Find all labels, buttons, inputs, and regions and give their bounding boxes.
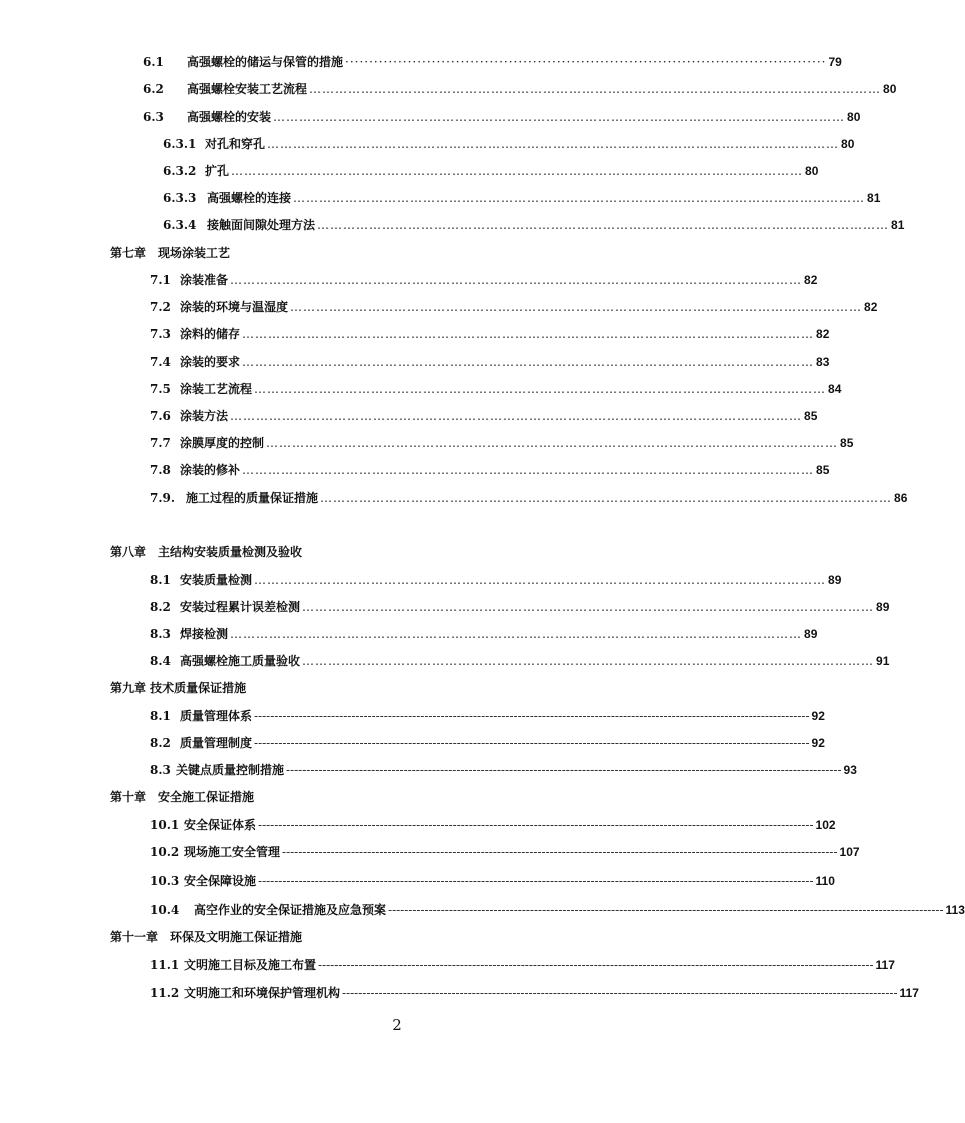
toc-page: 80 <box>883 82 897 96</box>
toc-leader: …………………………………………………………………………………………………………………… <box>302 654 875 668</box>
toc-number: 7.8 <box>150 463 171 477</box>
toc-page: 80 <box>847 110 861 124</box>
toc-entry-7-3[interactable] <box>150 326 830 342</box>
toc-title: 涂膜厚度的控制 <box>180 436 265 450</box>
toc-entry-8-1[interactable] <box>150 572 842 588</box>
toc-entry-6-2[interactable] <box>143 81 897 97</box>
toc-chapter-10[interactable]: 第十章 安全施工保证措施 <box>110 790 255 804</box>
toc-title: 扩孔 <box>205 164 230 178</box>
toc-leader: ----------------------------------------------------------------------------------------------------------------------------------------- <box>388 903 944 917</box>
toc-page: 102 <box>815 818 836 832</box>
toc-number: 6.3.4 <box>163 218 197 232</box>
toc-number: 8.3 <box>150 763 171 777</box>
toc-page: 92 <box>811 709 825 723</box>
toc-leader: …………………………………………………………………………………………………………………… <box>267 137 840 151</box>
toc-entry-7-1[interactable] <box>150 272 818 288</box>
toc-leader: …………………………………………………………………………………………………………………… <box>230 273 803 287</box>
toc-entry-10-2[interactable] <box>150 844 860 860</box>
toc-leader: ----------------------------------------------------------------------------------------------------------------------------------------- <box>258 818 814 832</box>
toc-number: 10.4 <box>150 903 180 917</box>
toc-page: 81 <box>867 191 881 205</box>
toc-page: 89 <box>828 573 842 587</box>
toc-page: 107 <box>839 845 860 859</box>
toc-title: 涂装的环境与温湿度 <box>180 300 289 314</box>
toc-entry-9-2[interactable] <box>150 735 825 751</box>
toc-page: 113 <box>945 903 965 917</box>
toc-number: 6.2 <box>143 82 164 96</box>
toc-page: 82 <box>804 273 818 287</box>
toc-title: 安装质量检测 <box>180 573 253 587</box>
toc-number: 6.1 <box>143 55 164 69</box>
toc-number: 6.3 <box>143 110 164 124</box>
toc-title: 现场施工安全管理 <box>184 845 281 859</box>
toc-chapter-7[interactable]: 第七章 现场涂装工艺 <box>110 246 231 260</box>
toc-title: 涂装方法 <box>180 409 229 423</box>
toc-entry-7-9[interactable] <box>150 490 908 506</box>
toc-entry-7-8[interactable] <box>150 462 830 478</box>
toc-page: 80 <box>841 137 855 151</box>
toc-leader: …………………………………………………………………………………………………………………… <box>230 627 803 641</box>
toc-chapter-9[interactable]: 第九章 技术质量保证措施 <box>110 681 247 695</box>
toc-entry-10-1[interactable] <box>150 817 836 833</box>
toc-number: 8.1 <box>150 709 171 723</box>
toc-page: 80 <box>805 164 819 178</box>
toc-entry-8-4[interactable] <box>150 653 890 669</box>
toc-leader: …………………………………………………………………………………………………………………… <box>230 409 803 423</box>
toc-entry-8-2[interactable] <box>150 599 890 615</box>
toc-page: 117 <box>899 986 919 1000</box>
toc-page: 86 <box>894 491 908 505</box>
toc-number: 11.2 <box>150 986 180 1000</box>
toc-leader: …………………………………………………………………………………………………………………… <box>254 573 827 587</box>
toc-number: 8.1 <box>150 573 171 587</box>
toc-number: 10.2 <box>150 845 180 859</box>
toc-title: 涂装准备 <box>180 273 229 287</box>
toc-number: 7.6 <box>150 409 171 423</box>
toc-number: 8.2 <box>150 736 171 750</box>
toc-leader: ----------------------------------------------------------------------------------------------------------------------------------------- <box>254 736 810 750</box>
toc-title: 安全保障设施 <box>184 874 257 888</box>
toc-page: 85 <box>840 436 854 450</box>
toc-page: 82 <box>816 327 830 341</box>
toc-title: 涂装的要求 <box>180 355 241 369</box>
toc-number: 8.3 <box>150 627 171 641</box>
toc-title: 接触面间隙处理方法 <box>207 218 316 232</box>
toc-leader: …………………………………………………………………………………………………………………… <box>242 355 815 369</box>
toc-title: 高强螺栓的安装 <box>187 110 272 124</box>
toc-title: 高空作业的安全保证措施及应急预案 <box>194 903 387 917</box>
toc-page: 92 <box>811 736 825 750</box>
toc-leader: …………………………………………………………………………………………………………………… <box>254 382 827 396</box>
toc-title: 质量管理体系 <box>180 709 253 723</box>
toc-leader: ···································································································· <box>345 55 827 69</box>
toc-title: 文明施工和环境保护管理机构 <box>184 986 341 1000</box>
toc-entry-11-1[interactable] <box>150 957 895 973</box>
toc-entry-6-3-4[interactable] <box>163 217 905 233</box>
toc-page: 85 <box>816 463 830 477</box>
toc-leader: ----------------------------------------------------------------------------------------------------------------------------------------- <box>286 763 842 777</box>
toc-page: 81 <box>891 218 905 232</box>
toc-page: 79 <box>828 55 842 69</box>
toc-title: 关键点质量控制措施 <box>176 763 285 777</box>
toc-page: 117 <box>875 958 895 972</box>
toc-entry-6-3-1[interactable] <box>163 136 855 152</box>
toc-number: 11.1 <box>150 958 180 972</box>
toc-title: 焊接检测 <box>180 627 229 641</box>
toc-entry-8-3[interactable] <box>150 626 818 642</box>
toc-entry-11-2[interactable] <box>150 985 919 1001</box>
toc-page: 89 <box>804 627 818 641</box>
toc-leader: ----------------------------------------------------------------------------------------------------------------------------------------- <box>342 986 898 1000</box>
toc-page: 84 <box>828 382 842 396</box>
toc-leader: ----------------------------------------------------------------------------------------------------------------------------------------- <box>258 874 814 888</box>
toc-title: 文明施工目标及施工布置 <box>184 958 317 972</box>
toc-title: 质量管理制度 <box>180 736 253 750</box>
toc-number: 10.1 <box>150 818 180 832</box>
toc-entry-6-3-2[interactable] <box>163 163 819 179</box>
toc-leader: …………………………………………………………………………………………………………………… <box>242 463 815 477</box>
toc-number: 8.2 <box>150 600 171 614</box>
toc-entry-6-1[interactable] <box>143 54 842 70</box>
toc-leader: …………………………………………………………………………………………………………………… <box>290 300 863 314</box>
toc-page: 89 <box>876 600 890 614</box>
toc-leader: …………………………………………………………………………………………………………………… <box>320 491 893 505</box>
toc-page: 110 <box>815 874 835 888</box>
toc-title: 安全保证体系 <box>184 818 257 832</box>
page-number: 2 <box>392 1016 402 1034</box>
toc-entry-6-3[interactable] <box>143 109 861 125</box>
toc-title: 施工过程的质量保证措施 <box>186 491 319 505</box>
toc-leader: …………………………………………………………………………………………………………………… <box>266 436 839 450</box>
toc-title: 高强螺栓安装工艺流程 <box>187 82 308 96</box>
toc-entry-7-7[interactable] <box>150 435 854 451</box>
toc-chapter-11[interactable]: 第十一章 环保及文明施工保证措施 <box>110 930 303 944</box>
toc-leader: …………………………………………………………………………………………………………………… <box>293 191 866 205</box>
toc-page: 83 <box>816 355 830 369</box>
toc-entry-7-5[interactable] <box>150 381 842 397</box>
toc-leader: …………………………………………………………………………………………………………………… <box>302 600 875 614</box>
toc-title: 高强螺栓的储运与保管的措施 <box>187 55 344 69</box>
toc-title: 高强螺栓的连接 <box>207 191 292 205</box>
toc-title: 涂装工艺流程 <box>180 382 253 396</box>
toc-number: 6.3.2 <box>163 164 197 178</box>
toc-entry-7-4[interactable] <box>150 354 830 370</box>
toc-page: 85 <box>804 409 818 423</box>
toc-entry-10-3[interactable] <box>150 873 835 889</box>
toc-entry-9-1[interactable] <box>150 708 825 724</box>
toc-entry-7-6[interactable] <box>150 408 818 424</box>
toc-page: 91 <box>876 654 890 668</box>
toc-leader: ----------------------------------------------------------------------------------------------------------------------------------------- <box>282 845 838 859</box>
toc-title: 涂装的修补 <box>180 463 241 477</box>
toc-entry-9-3[interactable] <box>150 762 857 778</box>
toc-entry-7-2[interactable] <box>150 299 878 315</box>
toc-number: 7.1 <box>150 273 171 287</box>
toc-leader: ----------------------------------------------------------------------------------------------------------------------------------------- <box>318 958 874 972</box>
toc-number: 8.4 <box>150 654 171 668</box>
toc-number: 7.2 <box>150 300 171 314</box>
toc-number: 7.7 <box>150 436 171 450</box>
toc-number: 7.9. <box>150 491 176 505</box>
toc-title: 对孔和穿孔 <box>205 137 266 151</box>
toc-title: 安装过程累计误差检测 <box>180 600 301 614</box>
toc-number: 7.4 <box>150 355 171 369</box>
toc-leader: …………………………………………………………………………………………………………………… <box>242 327 815 341</box>
toc-entry-10-4[interactable] <box>150 902 965 918</box>
toc-page: 82 <box>864 300 878 314</box>
toc-chapter-8[interactable]: 第八章 主结构安装质量检测及验收 <box>110 545 303 559</box>
toc-leader: …………………………………………………………………………………………………………………… <box>231 164 804 178</box>
toc-leader: …………………………………………………………………………………………………………………… <box>309 82 882 96</box>
toc-number: 6.3.1 <box>163 137 197 151</box>
toc-title: 高强螺栓施工质量验收 <box>180 654 301 668</box>
toc-number: 10.3 <box>150 874 180 888</box>
toc-page: 93 <box>843 763 857 777</box>
toc-leader: ----------------------------------------------------------------------------------------------------------------------------------------- <box>254 709 810 723</box>
toc-number: 6.3.3 <box>163 191 197 205</box>
toc-number: 7.5 <box>150 382 171 396</box>
toc-entry-6-3-3[interactable] <box>163 190 881 206</box>
toc-title: 涂料的储存 <box>180 327 241 341</box>
toc-number: 7.3 <box>150 327 171 341</box>
toc-leader: …………………………………………………………………………………………………………………… <box>273 110 846 124</box>
toc-leader: …………………………………………………………………………………………………………………… <box>317 218 890 232</box>
